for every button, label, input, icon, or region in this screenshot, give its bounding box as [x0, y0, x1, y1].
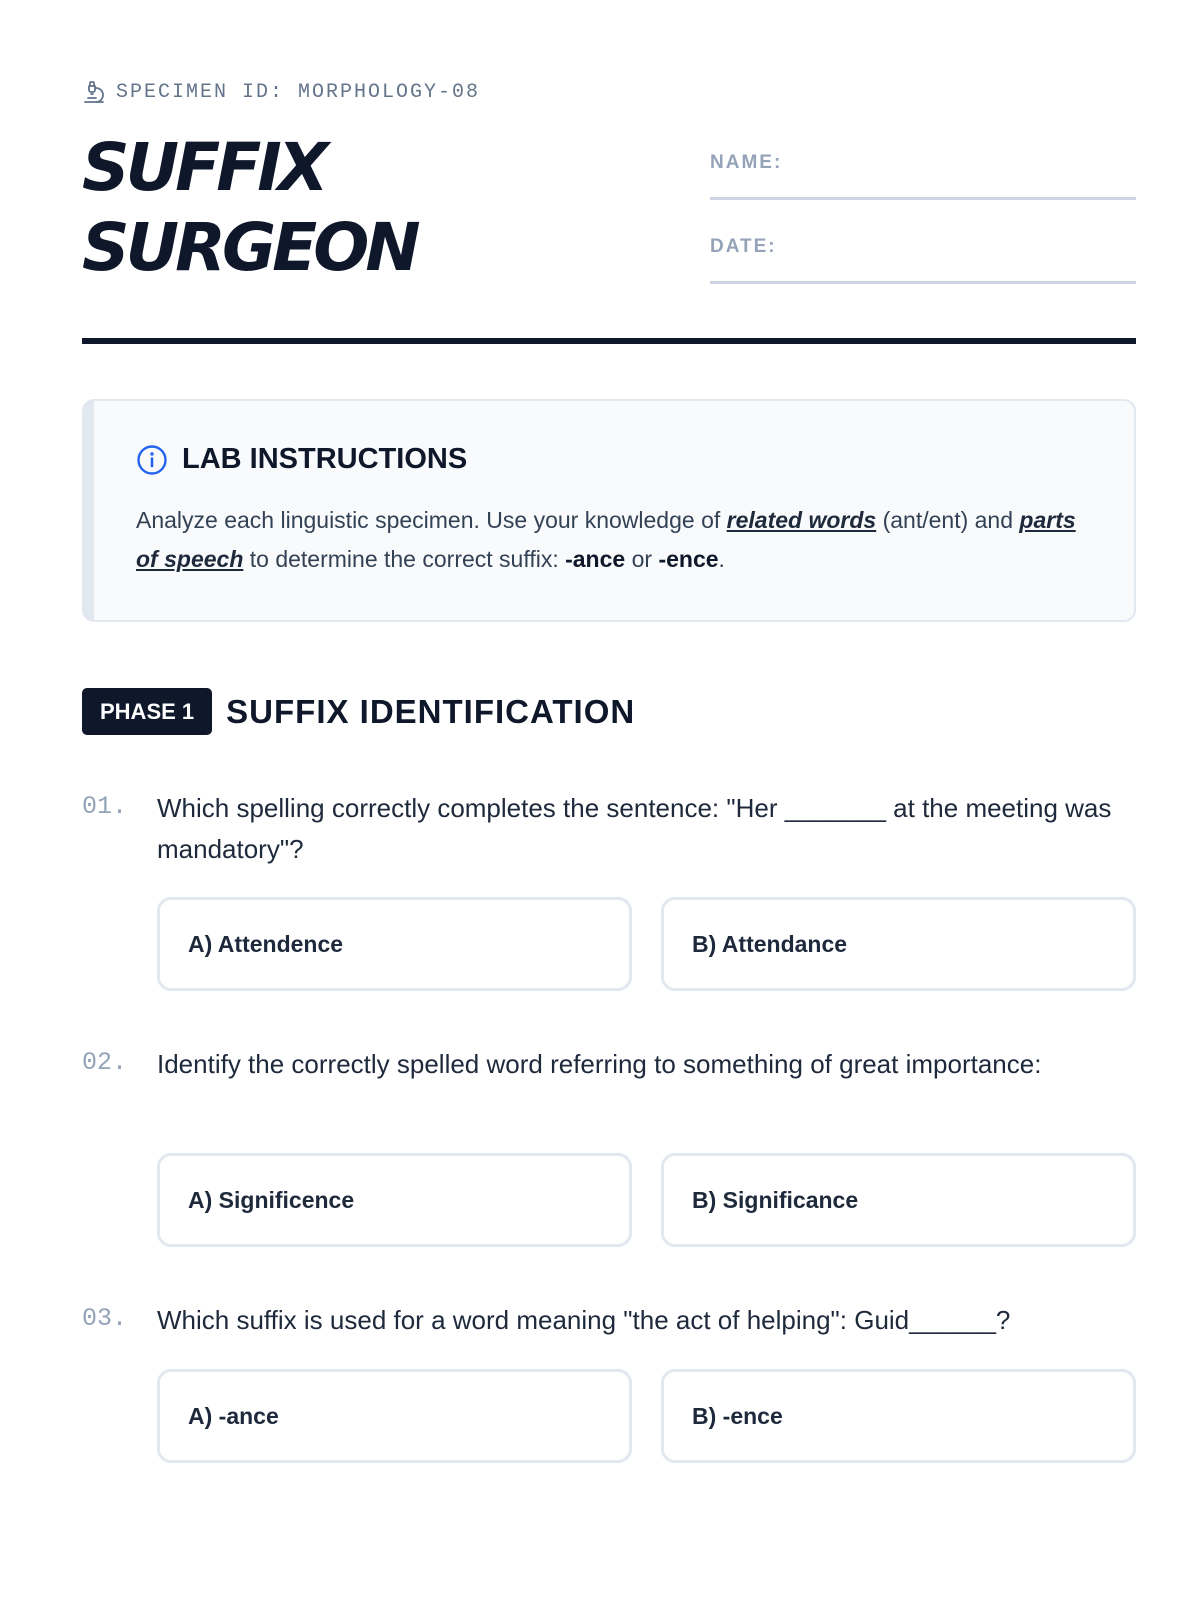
question-text: Which suffix is used for a word meaning "the act of helping": Guid______?: [157, 1305, 1011, 1335]
instructions-text-part: or: [625, 546, 659, 572]
worksheet-title: [82, 128, 417, 288]
question-number: 03.: [82, 1304, 128, 1333]
microscope-icon: [82, 80, 106, 104]
question-text: Identify the correctly spelled word referring to something of great importance:: [157, 1049, 1042, 1079]
question-number: 02.: [82, 1048, 128, 1077]
question-text: Which spelling correctly completes the sentence: "Her _______ at the meeting was mandatory"?: [157, 793, 1112, 864]
ance-suffix: -ance: [565, 546, 626, 572]
title-line-2: SURGEON: [82, 209, 417, 286]
answer-options: [157, 1153, 1136, 1247]
worksheet-page: [82, 0, 1136, 1600]
date-label: DATE:: [710, 236, 777, 257]
phase-badge: PHASE 1: [82, 688, 212, 735]
specimen-id: [82, 80, 480, 104]
instructions-text-part: to determine the correct suffix:: [243, 546, 566, 572]
phase-header: [82, 688, 635, 735]
answer-options: [157, 897, 1136, 991]
instructions-text-part: (ant/ent) and: [876, 507, 1020, 533]
question-number: 01.: [82, 792, 128, 821]
instructions-title: LAB INSTRUCTIONS: [182, 443, 468, 475]
instructions-text: [136, 501, 1076, 579]
option-a[interactable]: A) Attendence: [157, 897, 632, 991]
instructions-header: [136, 443, 467, 476]
option-b[interactable]: B) Attendance: [661, 897, 1136, 991]
specimen-label: SPECIMEN ID: MORPHOLOGY-08: [116, 80, 481, 104]
header-divider: [82, 338, 1136, 344]
option-a[interactable]: A) Significence: [157, 1153, 632, 1247]
option-b[interactable]: B) -ence: [661, 1369, 1136, 1463]
name-label: NAME:: [710, 152, 783, 173]
instructions-text-part: .: [718, 546, 725, 572]
ence-suffix: -ence: [658, 546, 719, 572]
related-words-term: related words: [726, 507, 877, 533]
instructions-text-part: Analyze each linguistic specimen. Use your knowledge of: [136, 507, 727, 533]
option-a[interactable]: A) -ance: [157, 1369, 632, 1463]
instructions-panel: [82, 399, 1136, 622]
parts-of-speech-term: parts of speech: [136, 507, 1076, 572]
name-field[interactable]: [710, 144, 1136, 200]
option-b[interactable]: B) Significance: [661, 1153, 1136, 1247]
date-field[interactable]: [710, 200, 1136, 284]
title-line-1: SUFFIX: [82, 129, 325, 206]
answer-options: [157, 1369, 1136, 1463]
phase-title: SUFFIX IDENTIFICATION: [226, 692, 636, 730]
student-fields: [710, 144, 1136, 284]
info-icon: [136, 444, 168, 476]
